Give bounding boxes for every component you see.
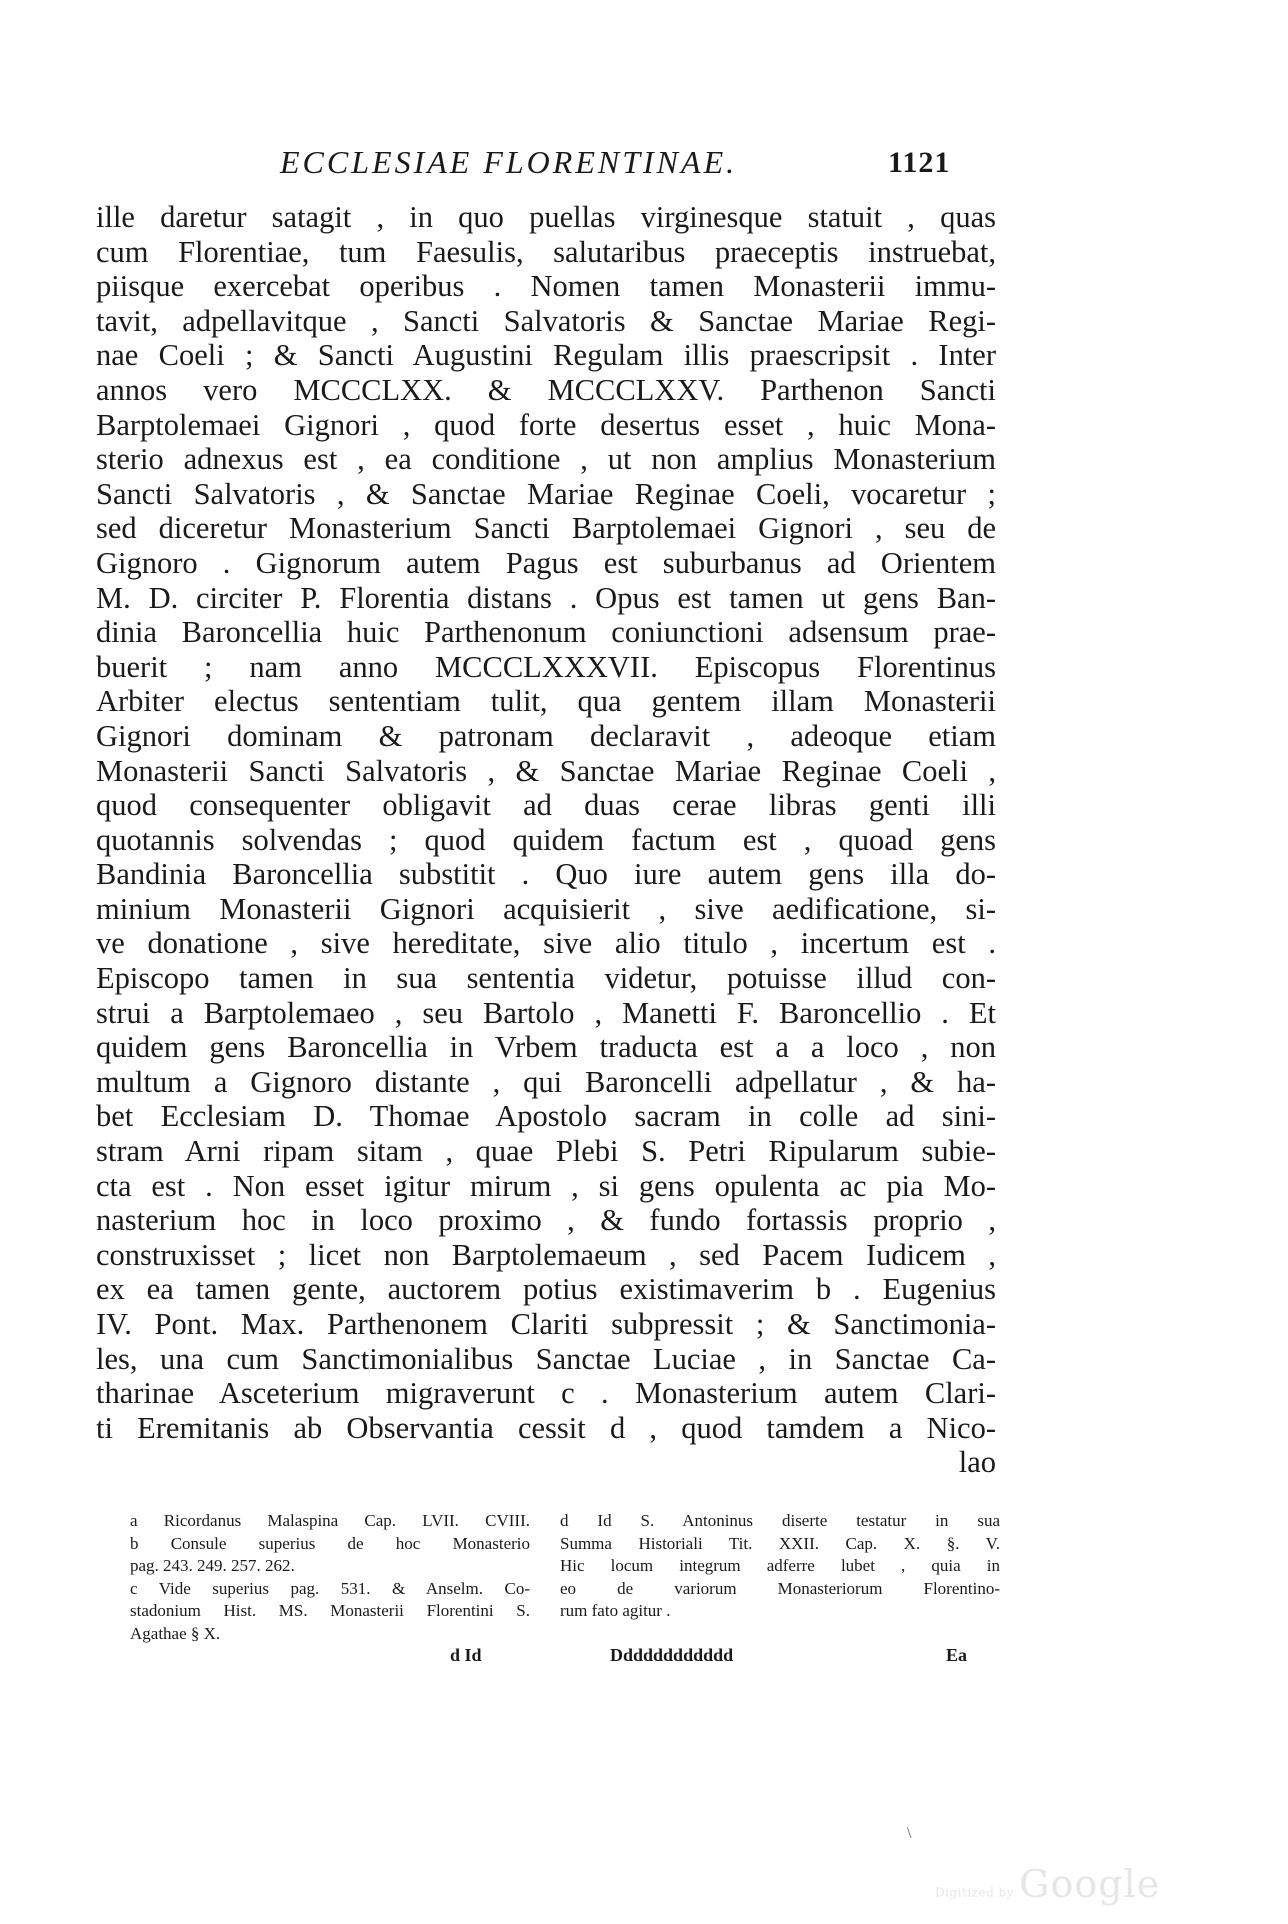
text-line: ve donatione , sive hereditate, sive alio titulo , incertum est .: [96, 926, 996, 961]
text-line: nasterium hoc in loco proximo , & fundo fortassis proprio ,: [96, 1203, 996, 1238]
text-line: lao: [958, 1445, 996, 1480]
signature-mark: Dddddddddddd: [610, 1645, 734, 1665]
text-line: quotannis solvendas ; quod quidem factum est , quoad gens: [96, 822, 996, 857]
running-title: ECCLESIAE FLORENTINAE.: [280, 144, 738, 180]
text-line: Bandinia Baroncellia substitit . Quo iure autem gens illa do-: [96, 857, 996, 892]
stray-mark: \: [907, 1825, 912, 1842]
footnote-line: Hic locum integrum adferre lubet , quia in: [560, 1556, 1000, 1575]
text-line: strui a Barptolemaeo , seu Bartolo , Manetti F. Baroncellio . Et: [96, 995, 996, 1030]
footnote-line: pag. 243. 249. 257. 262.: [130, 1556, 295, 1575]
text-line: Arbiter electus sententiam tulit, qua gentem illam Monasterii: [96, 684, 996, 719]
main-text: [96, 200, 996, 1480]
text-line: IV. Pont. Max. Parthenonem Clariti subpressit ; & Sanctimonia-: [96, 1307, 996, 1341]
text-line: Barptolemaei Gignori , quod forte desertus esset , huic Mona-: [96, 407, 996, 442]
text-line: dinia Baroncellia huic Parthenonum coniunctioni adsensum prae-: [96, 615, 996, 650]
footnote-line: c Vide superius pag. 531. & Anselm. Co-: [130, 1578, 530, 1598]
text-line: M. D. circiter P. Florentia distans . Opus est tamen ut gens Ban-: [96, 580, 996, 615]
text-line: Gignoro . Gignorum autem Pagus est suburbanus ad Orientem: [96, 545, 996, 580]
footnote-line: eo de variorum Monasteriorum Florentino-: [560, 1578, 1000, 1598]
text-line: quidem gens Baroncellia in Vrbem traducta est a a loco , non: [96, 1030, 996, 1065]
text-line: ex ea tamen gente, auctorem potius existimaverim b . Eugenius: [96, 1272, 996, 1307]
text-line: nae Coeli ; & Sancti Augustini Regulam illis praescripsit . Inter: [96, 338, 996, 373]
text-line: tharinae Asceterium migraverunt c . Monasterium autem Clari-: [96, 1376, 996, 1411]
text-line: annos vero MCCCLXX. & MCCCLXXV. Parthenon Sancti: [96, 372, 996, 407]
footnote-line: b Consule superius de hoc Monasterio: [130, 1533, 530, 1553]
text-line: stram Arni ripam sitam , quae Plebi S. Petri Ripularum subie-: [96, 1134, 996, 1169]
text-line: buerit ; nam anno MCCCLXXXVII. Episcopus Florentinus: [96, 649, 996, 684]
footnotes-left: [130, 1510, 530, 1645]
footnote-line: rum fato agitur .: [560, 1601, 671, 1620]
text-line: sterio adnexus est , ea conditione , ut non amplius Monasterium: [96, 442, 996, 477]
text-line: les, una cum Sanctimonialibus Sanctae Luciae , in Sanctae Ca-: [96, 1341, 996, 1376]
page-number: 1121: [888, 146, 951, 179]
watermark-brand: Google: [1019, 1862, 1161, 1906]
digitization-watermark: [935, 1862, 1160, 1906]
text-line: Gignori dominam & patronam declaravit , adeoque etiam: [96, 718, 996, 753]
footnote-line: stadonium Hist. MS. Monasterii Florentini S.: [130, 1601, 530, 1620]
catchword-right: Ea: [946, 1645, 968, 1665]
text-line: cum Florentiae, tum Faesulis, salutaribus praeceptis instruebat,: [96, 234, 996, 269]
text-line: tavit, adpellavitque , Sancti Salvatoris & Sanctae Mariae Regi-: [96, 303, 996, 338]
text-line: Episcopo tamen in sua sententia videtur, potuisse illud con-: [96, 961, 996, 996]
catchword-left: d Id: [450, 1645, 482, 1665]
text-line: ti Eremitanis ab Observantia cessit d , quod tamdem a Nico-: [96, 1410, 996, 1445]
running-header: [0, 144, 1288, 184]
footnote-line: Summa Historiali Tit. XXII. Cap. X. §. V.: [560, 1533, 1000, 1553]
watermark-prefix: Digitized by: [935, 1885, 1015, 1900]
footnotes-right: [560, 1510, 1000, 1623]
text-line: Sancti Salvatoris , & Sanctae Mariae Reginae Coeli, vocaretur ;: [96, 476, 996, 511]
text-line: bet Ecclesiam D. Thomae Apostolo sacram in colle ad sini-: [96, 1099, 996, 1134]
text-line: sed diceretur Monasterium Sancti Barptolemaei Gignori , seu de: [96, 511, 996, 546]
text-line: multum a Gignoro distante , qui Baroncelli adpellatur , & ha-: [96, 1064, 996, 1099]
text-line: ille daretur satagit , in quo puellas virginesque statuit , quas: [96, 200, 996, 234]
text-line: minium Monasterii Gignori acquisierit , sive aedificatione, si-: [96, 891, 996, 926]
text-line: piisque exercebat operibus . Nomen tamen Monasterii immu-: [96, 269, 996, 304]
footnote-line: d Id S. Antoninus diserte testatur in sua: [560, 1511, 1000, 1530]
text-line: cta est . Non esset igitur mirum , si gens opulenta ac pia Mo-: [96, 1168, 996, 1203]
text-line: Monasterii Sancti Salvatoris , & Sanctae Mariae Reginae Coeli ,: [96, 753, 996, 788]
text-line: quod consequenter obligavit ad duas cerae libras genti illi: [96, 788, 996, 823]
text-line: construxisset ; licet non Barptolemaeum , sed Pacem Iudicem ,: [96, 1237, 996, 1272]
footnote-line: Agathae § X.: [130, 1623, 221, 1643]
footnote-line: a Ricordanus Malaspina Cap. LVII. CVIII.: [130, 1511, 530, 1530]
